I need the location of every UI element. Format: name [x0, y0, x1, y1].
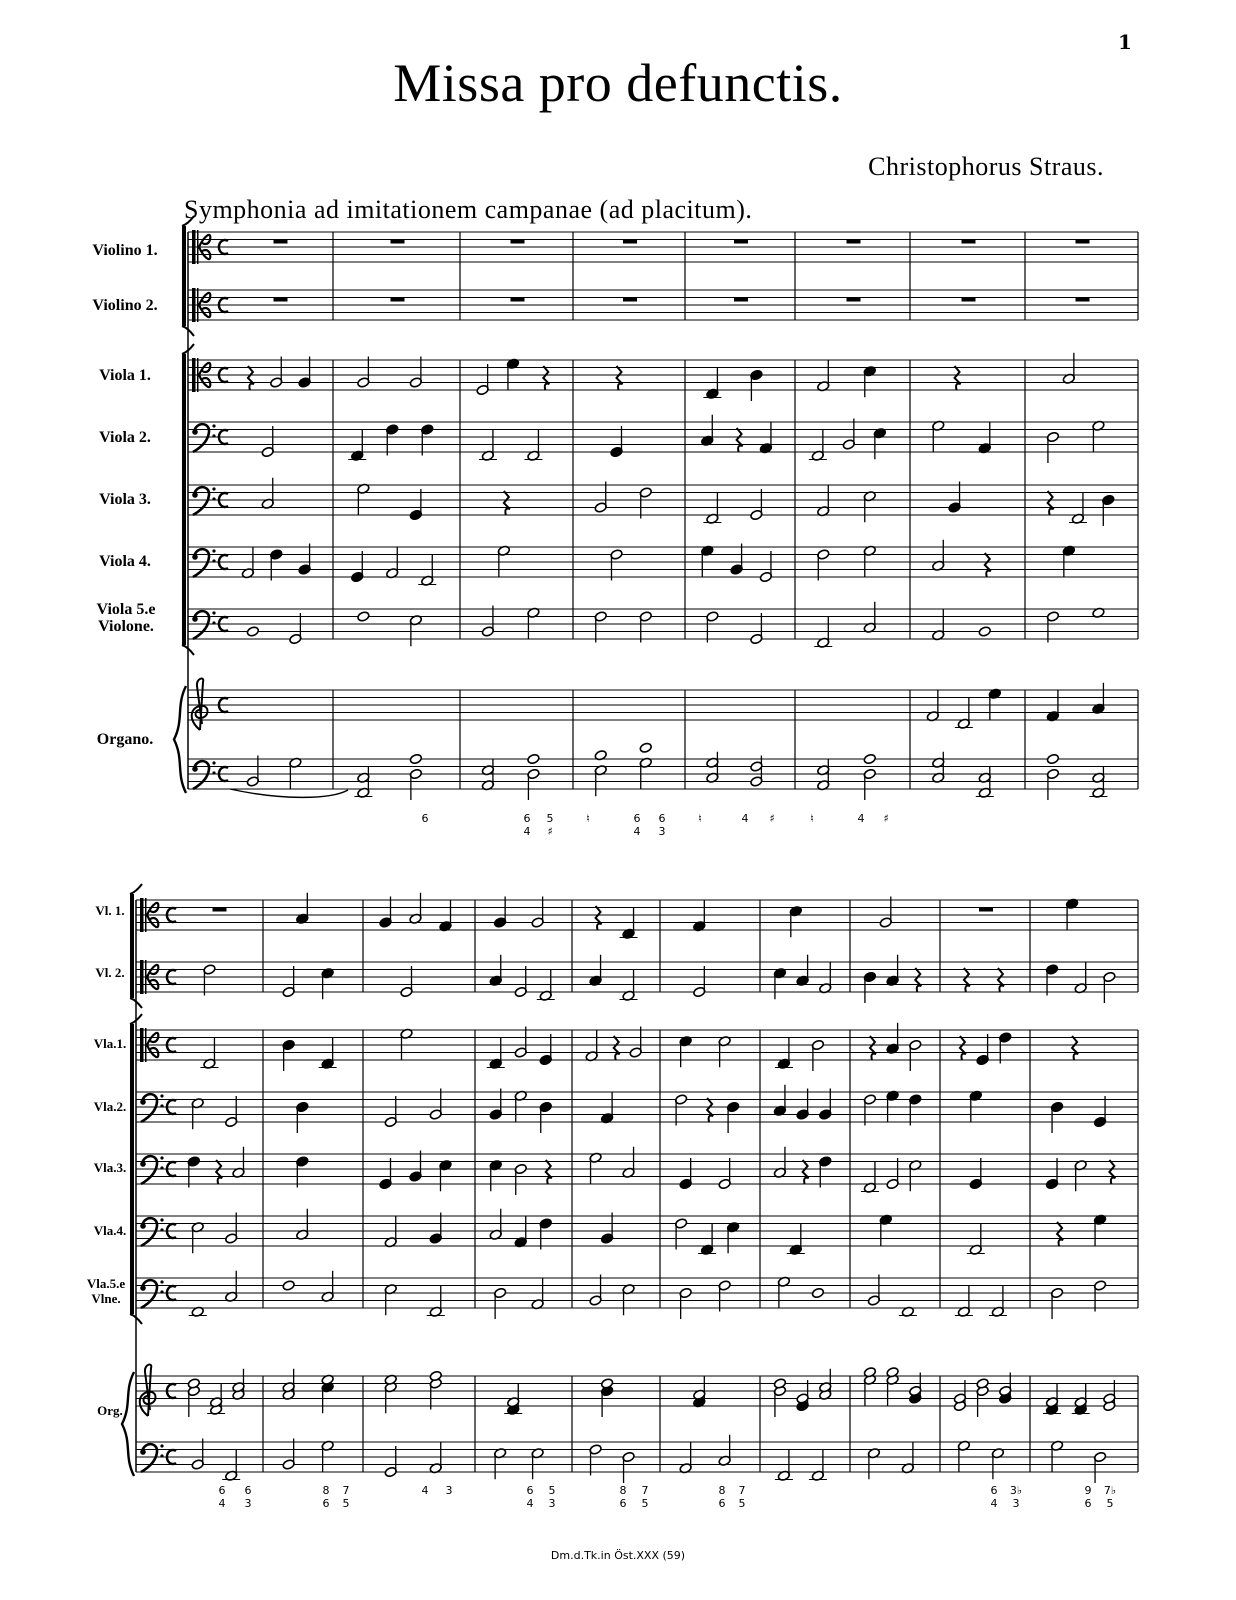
label-viola-4: Viola 4. [99, 553, 151, 570]
quarter-rest [985, 553, 991, 577]
alto-clef-bar [197, 358, 199, 392]
label-vla-1: Vla.1. [93, 1036, 127, 1051]
whole-rest [962, 240, 976, 244]
quarter-rest [248, 366, 254, 390]
alto-clef-bar [145, 960, 147, 994]
bass-clef [141, 1444, 157, 1472]
whole-rest [511, 240, 525, 244]
bass-clef [141, 1280, 157, 1308]
bracket-hook [130, 884, 142, 894]
note-head [409, 753, 422, 764]
whole-rest [391, 298, 405, 302]
note-head [246, 626, 259, 637]
bass-clef-dot [160, 1104, 163, 1107]
bass-clef-dot [160, 1228, 163, 1231]
figured-bass-numeral: 7 [342, 1484, 350, 1497]
label-viola-3: Viola 3. [99, 491, 151, 508]
alto-clef-bar [192, 230, 196, 264]
quarter-rest [1057, 1222, 1063, 1246]
bass-clef-dot [212, 611, 215, 614]
alto-clef-bar [192, 288, 196, 322]
figured-bass-numeral: 3♭ [1009, 1484, 1023, 1497]
treble-clef [192, 679, 208, 730]
figured-bass-numeral: ♯ [769, 812, 775, 825]
bass-clef-dot [160, 1290, 163, 1293]
bass-clef [141, 1156, 157, 1184]
bass-clef [193, 549, 209, 577]
figured-bass-numeral: 5 [548, 1484, 556, 1497]
whole-rest [962, 298, 976, 302]
bass-clef-dot [212, 771, 215, 774]
whole-rest [1076, 298, 1090, 302]
alto-clef-bar [140, 898, 144, 932]
figured-bass-numeral: 6 [1084, 1497, 1092, 1510]
quarter-rest [955, 366, 961, 390]
figured-bass-numeral: 4 [857, 812, 865, 825]
figured-bass-numeral: 4 [421, 1484, 429, 1497]
figured-bass-numeral: 5 [1106, 1497, 1114, 1510]
bass-clef-dot [212, 424, 215, 427]
whole-rest [391, 240, 405, 244]
note-head [527, 753, 540, 764]
quarter-rest [546, 1160, 552, 1184]
bass-clef-dot [192, 429, 198, 435]
bass-clef-dot [140, 1285, 146, 1291]
figured-bass-numeral: 6 [322, 1497, 330, 1510]
quarter-rest [960, 1036, 966, 1060]
bass-clef-dot [160, 1094, 163, 1097]
label-vl-1: Vl. 1. [95, 903, 125, 918]
bass-clef [141, 1094, 157, 1122]
bass-clef [193, 487, 209, 515]
bass-clef [193, 611, 209, 639]
figured-bass-numeral: 5 [641, 1497, 649, 1510]
page-number: 1 [1118, 30, 1132, 54]
figured-bass-numeral: 8 [322, 1484, 330, 1497]
figured-bass-numeral: 3 [658, 825, 666, 838]
note-head [357, 611, 370, 622]
composer-name: Christophorus Straus. [868, 152, 1104, 181]
note-head [639, 742, 652, 753]
bracket [130, 1024, 134, 1314]
quarter-rest [998, 968, 1004, 992]
bracket [182, 226, 186, 326]
treble-clef [140, 1365, 156, 1416]
whole-rest [734, 240, 748, 244]
figured-bass-numeral: 5 [546, 812, 554, 825]
figured-bass-numeral: 6 [218, 1484, 226, 1497]
label-org: Org. [97, 1403, 123, 1418]
bracket-hook [182, 216, 194, 226]
whole-rest [511, 298, 525, 302]
bass-clef-dot [212, 761, 215, 764]
bass-clef-dot [140, 1099, 146, 1105]
organ-brace [174, 686, 186, 793]
quarter-rest [617, 366, 623, 390]
organ-brace [122, 1372, 134, 1476]
figured-bass-numeral: 3 [548, 1497, 556, 1510]
quarter-rest [964, 968, 970, 992]
note-head [282, 1280, 295, 1291]
figured-bass-numeral: 8 [619, 1484, 627, 1497]
figured-bass-numeral: 6 [718, 1497, 726, 1510]
bass-clef [193, 424, 209, 452]
label-violino-2: Violino 2. [92, 297, 158, 314]
bass-clef-dot [192, 766, 198, 772]
figured-bass-numeral: 6 [421, 812, 429, 825]
footer-catalog: Dm.d.Tk.in Öst.XXX (59) [550, 1549, 686, 1562]
figured-bass-numeral: 6 [244, 1484, 252, 1497]
whole-rest [623, 240, 637, 244]
page-title: Missa pro defunctis. [393, 53, 843, 113]
quarter-rest [1109, 1160, 1115, 1184]
alto-clef-curl [199, 235, 210, 247]
quarter-rest [543, 366, 549, 390]
label-vla-4: Vla.4. [93, 1223, 127, 1238]
bass-clef-dot [160, 1156, 163, 1159]
figured-bass-numeral: 4 [526, 1497, 534, 1510]
label-viola-5-violone: Viola 5.e Violone. [96, 601, 156, 635]
bass-clef-dot [212, 487, 215, 490]
figured-bass-numeral: 5 [738, 1497, 746, 1510]
bass-clef-dot [160, 1218, 163, 1221]
label-viola-2: Viola 2. [99, 429, 151, 446]
label-violino-1: Violino 1. [92, 242, 158, 259]
figured-bass-numeral: 6 [526, 1484, 534, 1497]
alto-clef-bar [140, 1028, 144, 1062]
alto-clef-bar [145, 1028, 147, 1062]
figured-bass-numeral: 7♭ [1103, 1484, 1117, 1497]
whole-rest [274, 298, 288, 302]
alto-clef-bar [197, 288, 199, 322]
note-head [863, 753, 876, 764]
figured-bass-numeral: 3 [244, 1497, 252, 1510]
bass-clef-dot [160, 1280, 163, 1283]
alto-clef-bar [140, 960, 144, 994]
whole-rest [623, 298, 637, 302]
bass-clef-dot [160, 1444, 163, 1447]
alto-clef-curl [147, 1033, 158, 1045]
bass-clef-dot [140, 1223, 146, 1229]
quarter-rest [614, 1036, 620, 1060]
label-vl-2: Vl. 2. [95, 965, 125, 980]
figured-bass-numeral: ♮ [698, 812, 702, 825]
quarter-rest [915, 968, 921, 992]
note-head [978, 626, 991, 637]
label-vla-2: Vla.2. [93, 1099, 127, 1114]
figured-bass-numeral: 5 [342, 1497, 350, 1510]
figured-bass-numeral: 8 [718, 1484, 726, 1497]
alto-clef-bar [145, 898, 147, 932]
bass-clef-dot [212, 559, 215, 562]
alto-clef-curl [199, 293, 210, 305]
bass-clef-dot [212, 434, 215, 437]
whole-rest [734, 298, 748, 302]
bass-clef [193, 761, 209, 789]
quarter-rest [870, 1036, 876, 1060]
bass-clef [141, 1218, 157, 1246]
bass-clef-dot [192, 616, 198, 622]
figured-bass-numeral: 6 [619, 1497, 627, 1510]
alto-clef-curl [199, 305, 210, 317]
figured-bass-numeral: 6 [523, 812, 531, 825]
bass-clef-dot [212, 497, 215, 500]
bass-clef-dot [212, 621, 215, 624]
bass-clef-dot [192, 554, 198, 560]
figured-bass-numeral: 6 [633, 812, 641, 825]
whole-rest [847, 240, 861, 244]
label-organo: Organo. [96, 731, 154, 748]
figured-bass-numeral: 6 [658, 812, 666, 825]
tie [230, 789, 348, 797]
alto-clef-curl [147, 903, 158, 915]
quarter-rest [707, 1098, 713, 1122]
whole-rest [1076, 240, 1090, 244]
quarter-rest [803, 1160, 809, 1184]
figured-bass-numeral: 3 [445, 1484, 453, 1497]
whole-rest [274, 240, 288, 244]
note-head [811, 1287, 824, 1298]
label-vla-5-vlne: Vla.5.e Vlne. [86, 1276, 126, 1306]
alto-clef-bar [197, 230, 199, 264]
quarter-rest [504, 491, 510, 515]
whole-rest [213, 908, 227, 912]
figured-bass-numeral: ♯ [547, 825, 553, 838]
figured-bass-numeral: 4 [633, 825, 641, 838]
figured-bass-numeral: 4 [990, 1497, 998, 1510]
figured-bass-numeral: ♮ [586, 812, 590, 825]
movement-heading: Symphonia ad imitationem campanae (ad placitum). [184, 195, 753, 224]
label-vla-3: Vla.3. [93, 1160, 127, 1175]
figured-bass-numeral: ♮ [810, 812, 814, 825]
bracket [130, 894, 134, 998]
label-viola-1: Viola 1. [99, 367, 151, 384]
bass-clef-dot [140, 1161, 146, 1167]
bass-clef-dot [140, 1449, 146, 1455]
figured-bass-numeral: 3 [1012, 1497, 1020, 1510]
bass-clef-dot [212, 549, 215, 552]
note-head [1046, 753, 1059, 764]
figured-bass-numeral: 4 [741, 812, 749, 825]
figured-bass-numeral: 9 [1084, 1484, 1092, 1497]
figured-bass-numeral: ♯ [883, 812, 889, 825]
figured-bass-numeral: 4 [523, 825, 531, 838]
alto-clef-curl [147, 1045, 158, 1057]
bracket [182, 354, 186, 645]
figured-bass-numeral: 4 [218, 1497, 226, 1510]
figured-bass-numeral: 6 [990, 1484, 998, 1497]
bass-clef-dot [160, 1166, 163, 1169]
alto-clef-curl [147, 977, 158, 989]
alto-clef-curl [147, 915, 158, 927]
bass-clef-dot [160, 1454, 163, 1457]
figured-bass-numeral: 7 [738, 1484, 746, 1497]
alto-clef-curl [199, 247, 210, 259]
quarter-rest [1072, 1036, 1078, 1060]
whole-rest [847, 298, 861, 302]
quarter-rest [596, 906, 602, 930]
bass-clef-dot [192, 492, 198, 498]
quarter-rest [216, 1160, 222, 1184]
quarter-rest [1048, 491, 1054, 515]
alto-clef-curl [199, 375, 210, 387]
alto-clef-curl [199, 363, 210, 375]
whole-rest [979, 908, 993, 912]
alto-clef-bar [192, 358, 196, 392]
quarter-rest [737, 428, 743, 452]
figured-bass-numeral: 7 [641, 1484, 649, 1497]
alto-clef-curl [147, 965, 158, 977]
